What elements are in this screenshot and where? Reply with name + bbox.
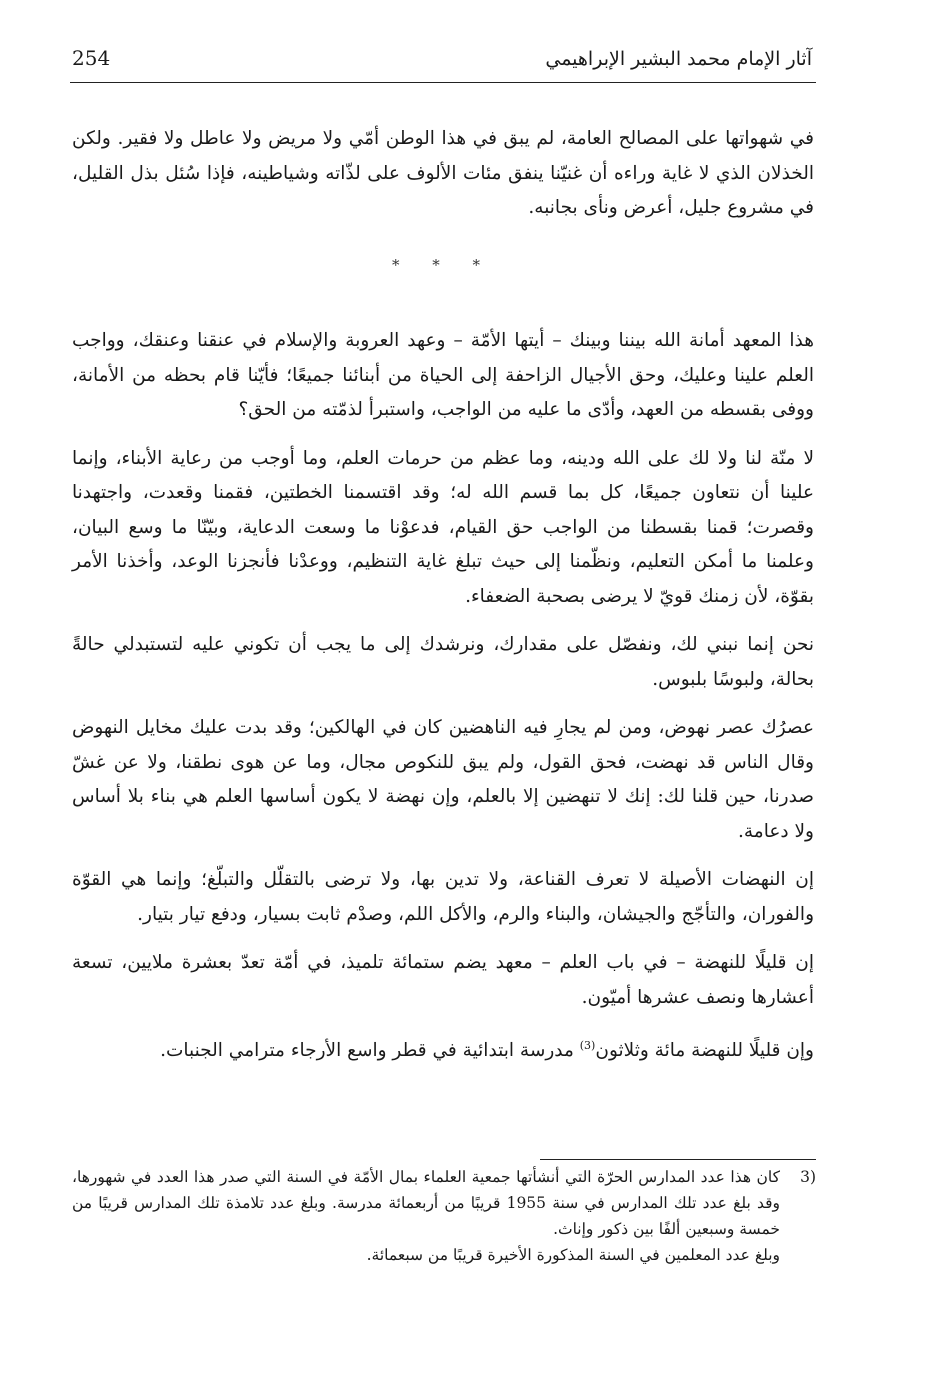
- footnotes: [72, 1164, 816, 1268]
- paragraph: هذا المعهد أمانة الله بيننا وبينك – أيتها الأمّة – وعهد العروبة والإسلام في عنقنا وعنقك، وواجب العلم علينا وعليك، وحق الأجيال الزاحفة إلى الحياة من أبنائنا جميعًا؛ فأيّنا قام بحظه من الأمانة، ووفى بقسطه من العهد، وأدّى ما عليه من الواجب، واستبرأ لذمّته من الحق؟: [72, 330, 814, 420]
- page-number: 254: [72, 46, 111, 70]
- paragraph: في شهواتها على المصالح العامة، لم يبق في هذا الوطن أمّي ولا مريض ولا عاطل ولا فقير. ولكن الخذلان الذي لا غاية وراءه أن غنيّنا ينفق مئات الألوف على لذّاته وشياطينه، فإذا سُئل بذل القليل، في مشروع جليل، أعرض ونأى بجانبه.: [72, 128, 814, 218]
- footnote-line: كان هذا عدد المدارس الحرّة التي أنشأتها جمعية العلماء بمال الأمّة في السنة التي صدر هذا العدد في شهورها، وقد بلغ عدد تلك المدارس في سنة 1955 قريبًا من أربعمائة مدرسة. وبلغ عدد تلامذة تلك المدارس قريبًا من خمسة وسبعين ألفًا بين ذكور وإناث.: [72, 1168, 780, 1238]
- paragraph-text-start: وإن قليلًا للنهضة مائة وثلاثون: [595, 1040, 814, 1062]
- paragraph-text-end: مدرسة ابتدائية في قطر واسع الأرجاء مترامي الجنبات.: [160, 1040, 580, 1062]
- footnote-marker: (3): [579, 1039, 596, 1052]
- paragraph-with-footnote: [72, 1029, 814, 1069]
- paragraph: نحن إنما نبني لك، ونفصّل على مقدارك، ونرشدك إلى ما يجب أن تكوني عليه لتستبدلي حالةً بحالة، ولبوسًا بلبوس.: [72, 634, 814, 690]
- running-title: آثار الإمام محمد البشير الإبراهيمي: [545, 48, 812, 70]
- footnote-rule: [540, 1159, 816, 1160]
- section-separator: * * *: [391, 255, 495, 274]
- footnote-line: وبلغ عدد المعلمين في السنة المذكورة الأخيرة قريبًا من سبعمائة.: [366, 1246, 780, 1264]
- paragraph: إن النهضات الأصيلة لا تعرف القناعة، ولا تدين بها، ولا ترضى بالتقلّل والتبلّغ؛ وإنما هي القوّة والفوران، والتأجّج والجيشان، والبناء والرم، والأكل اللم، وصدْم ثابت بسيار، ودفع تيار بتيار.: [72, 869, 814, 925]
- page-header: [70, 42, 816, 83]
- paragraph: إن قليلًا للنهضة – في باب العلم – معهد يضم ستمائة تلميذ، في أمّة تعدّ بعشرة ملايين، تسعة أعشارها ونصف عشرها أميّون.: [72, 952, 814, 1008]
- footnote-number: 3): [800, 1168, 816, 1186]
- footnote-body: [72, 1164, 780, 1268]
- footnote: [72, 1164, 816, 1268]
- main-text: [72, 122, 814, 1083]
- paragraph: عصرُك عصر نهوض، ومن لم يجارِ فيه الناهضين كان في الهالكين؛ وقد بدت عليك مخايل النهوض وقال الناس قد نهضت، فحق القول، ولم يبق للنكوص مجال، وما عن هوى نطقنا، ولا عن غشّ صدرنا، حين قلنا لك: إنك لا تنهضين إلا بالعلم، وإن نهضة لا يكون أساسها العلم هي بناء بلا أساس ولا دعامة.: [72, 717, 814, 842]
- paragraph: لا منّة لنا ولا لك على الله ودينه، وما عظم من حرمات العلم، وما أوجب من رعاية الأبناء، وإنما علينا أن نتعاون جميعًا، كل بما قسم الله له؛ وقد اقتسمنا الخطتين، فقمنا وقعدت، واجتهدنا وقصرت؛ قمنا بقسطنا من الواجب حق القيام، فدعوْنا ما وسعت الدعاية، وبيّنّا ما وسع البيان، وعلمنا ما أمكن التعليم، ونظّمنا إلى حيث تبلغ غاية التنظيم، ووعدْنا فأنجزنا الوعد، وأخذنا الأمر بقوّة، لأن زمنك قويّ لا يرضى بصحبة الضعفاء.: [72, 447, 814, 607]
